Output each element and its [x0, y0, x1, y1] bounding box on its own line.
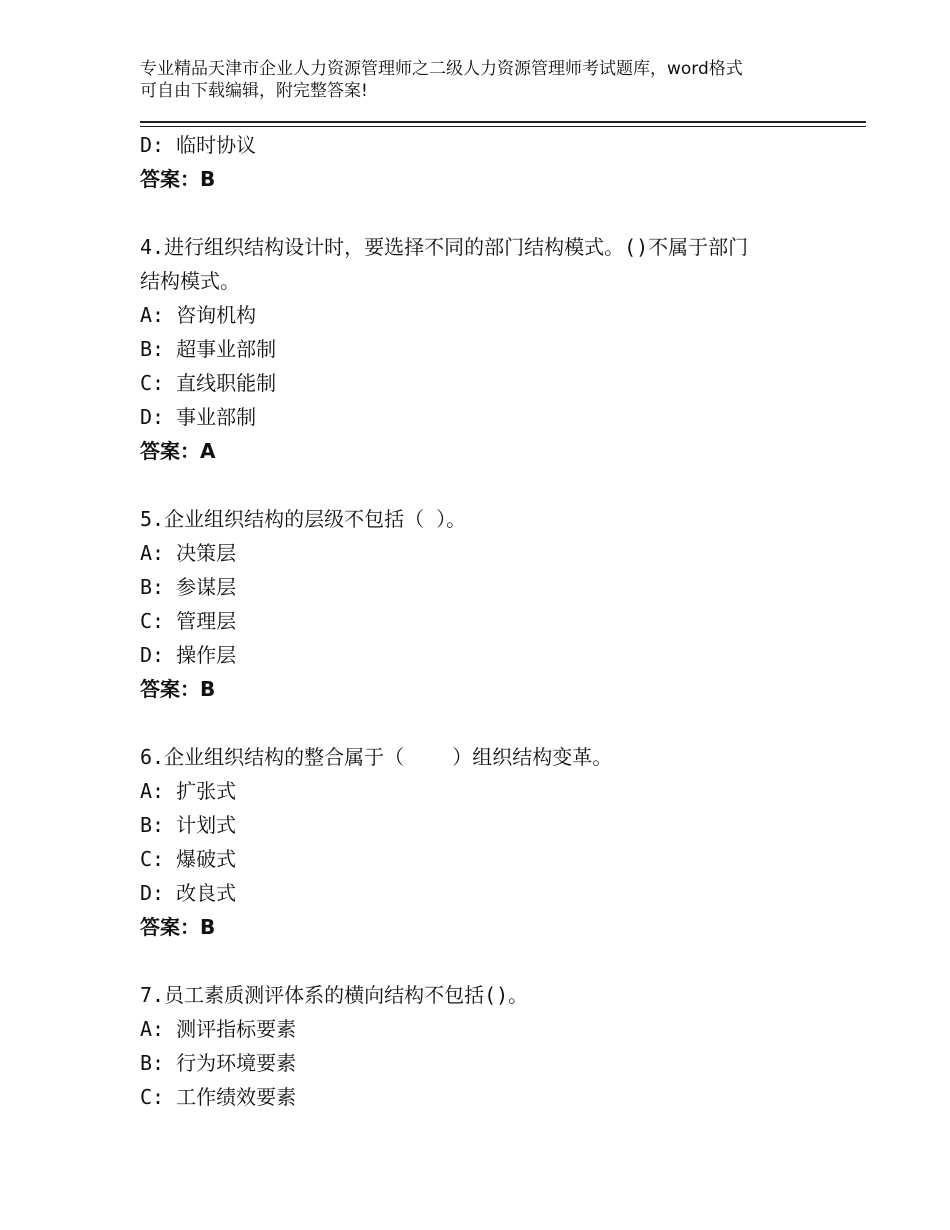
question-list — [140, 128, 840, 1114]
header-line-1: 专业精品天津市企业人力资源管理师之二级人力资源管理师考试题库，word格式 — [140, 59, 743, 79]
page-header — [140, 58, 840, 102]
option-d: D: 操作层 — [140, 643, 237, 667]
question-stem: 4.进行组织结构设计时，要选择不同的部门结构模式。()不属于部门 — [140, 235, 749, 259]
question-4 — [140, 230, 840, 468]
option-a: A: 扩张式 — [140, 779, 237, 803]
option-d: D: 事业部制 — [140, 405, 257, 429]
option-b: B: 参谋层 — [140, 575, 237, 599]
question-stem: 6.企业组织结构的整合属于（ ）组织结构变革。 — [140, 745, 613, 769]
answer: 答案：B — [140, 677, 216, 701]
prev-option-d: D: 临时协议 — [140, 133, 257, 157]
option-b: B: 超事业部制 — [140, 337, 277, 361]
option-a: A: 决策层 — [140, 541, 237, 565]
option-b: B: 计划式 — [140, 813, 237, 837]
answer: 答案：A — [140, 439, 216, 463]
option-c: C: 直线职能制 — [140, 371, 277, 395]
question-stem: 7.员工素质测评体系的横向结构不包括()。 — [140, 983, 529, 1007]
question-7 — [140, 978, 840, 1114]
header-rule-thick — [140, 121, 866, 123]
option-c: C: 管理层 — [140, 609, 237, 633]
option-c: C: 爆破式 — [140, 847, 237, 871]
option-a: A: 测评指标要素 — [140, 1017, 297, 1041]
question-stem-cont: 结构模式。 — [140, 269, 240, 293]
option-a: A: 咨询机构 — [140, 303, 257, 327]
question-5 — [140, 502, 840, 706]
prev-answer: 答案：B — [140, 167, 216, 191]
question-6 — [140, 740, 840, 944]
header-line-2: 可自由下载编辑，附完整答案! — [140, 81, 368, 101]
option-d: D: 改良式 — [140, 881, 237, 905]
question-stem: 5.企业组织结构的层级不包括（ ）。 — [140, 507, 467, 531]
header-rule-thin — [140, 126, 866, 127]
option-b: B: 行为环境要素 — [140, 1051, 297, 1075]
answer: 答案：B — [140, 915, 216, 939]
option-c: C: 工作绩效要素 — [140, 1085, 297, 1109]
